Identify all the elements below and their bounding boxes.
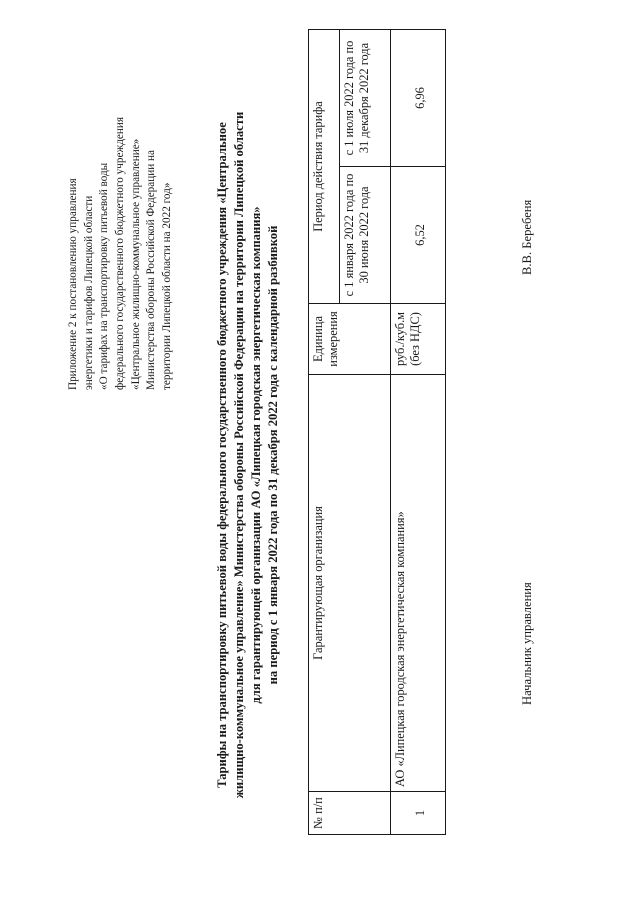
appendix-line: федерального государственного бюджетного учреждения — [114, 117, 127, 390]
header-num: № п/п — [309, 792, 391, 835]
appendix-line: «О тарифах на транспортировку питьевой воды — [98, 162, 111, 390]
appendix-line: энергетики и тарифов Липецкой области — [82, 195, 95, 390]
row-num: 1 — [391, 792, 446, 835]
row-value-period-2: 6,96 — [391, 30, 446, 167]
table-header-row — [309, 30, 340, 835]
appendix-line: Министерства обороны Российской Федерации на — [145, 150, 158, 390]
header-unit: Единица измерения — [309, 304, 391, 375]
title-line: жилищно-коммунальное управление» Министерства обороны Российской Федерации на территории Липецкой области — [232, 111, 246, 799]
appendix-line: территории Липецкой области на 2022 год» — [161, 182, 174, 390]
header-period: Период действия тарифа — [309, 30, 340, 304]
signature-position: Начальник управления — [520, 582, 534, 705]
row-unit: руб./куб.м (без НДС) — [391, 304, 446, 375]
document-title — [214, 35, 282, 875]
row-value-period-1: 6,52 — [391, 167, 446, 304]
title-line: на период с 1 января 2022 года по 31 декабря 2022 года с календарной разбивкой — [266, 225, 280, 685]
header-org: Гарантирующая организация — [309, 375, 391, 792]
appendix-note — [66, 10, 176, 390]
appendix-line: Приложение 2 к постановлению управления — [67, 178, 79, 390]
row-org: АО «Липецкая городская энергетическая компания» — [391, 375, 446, 792]
header-period-2: с 1 июля 2022 года по 31 декабря 2022 года — [340, 30, 391, 167]
tariff-table — [308, 29, 446, 835]
header-period-1: с 1 января 2022 года по 30 июня 2022 года — [340, 167, 391, 304]
appendix-line: «Центральное жилищно-коммунальное управление» — [129, 138, 142, 390]
table-row — [391, 30, 446, 835]
signature-name: В.В. Беребеня — [520, 199, 534, 275]
title-line: для гарантирующей организации АО «Липецкая городская энергетическая компания» — [249, 206, 263, 704]
title-line: Тарифы на транспортировку питьевой воды федерального государственного бюджетного учреждения «Центральное — [215, 122, 229, 788]
